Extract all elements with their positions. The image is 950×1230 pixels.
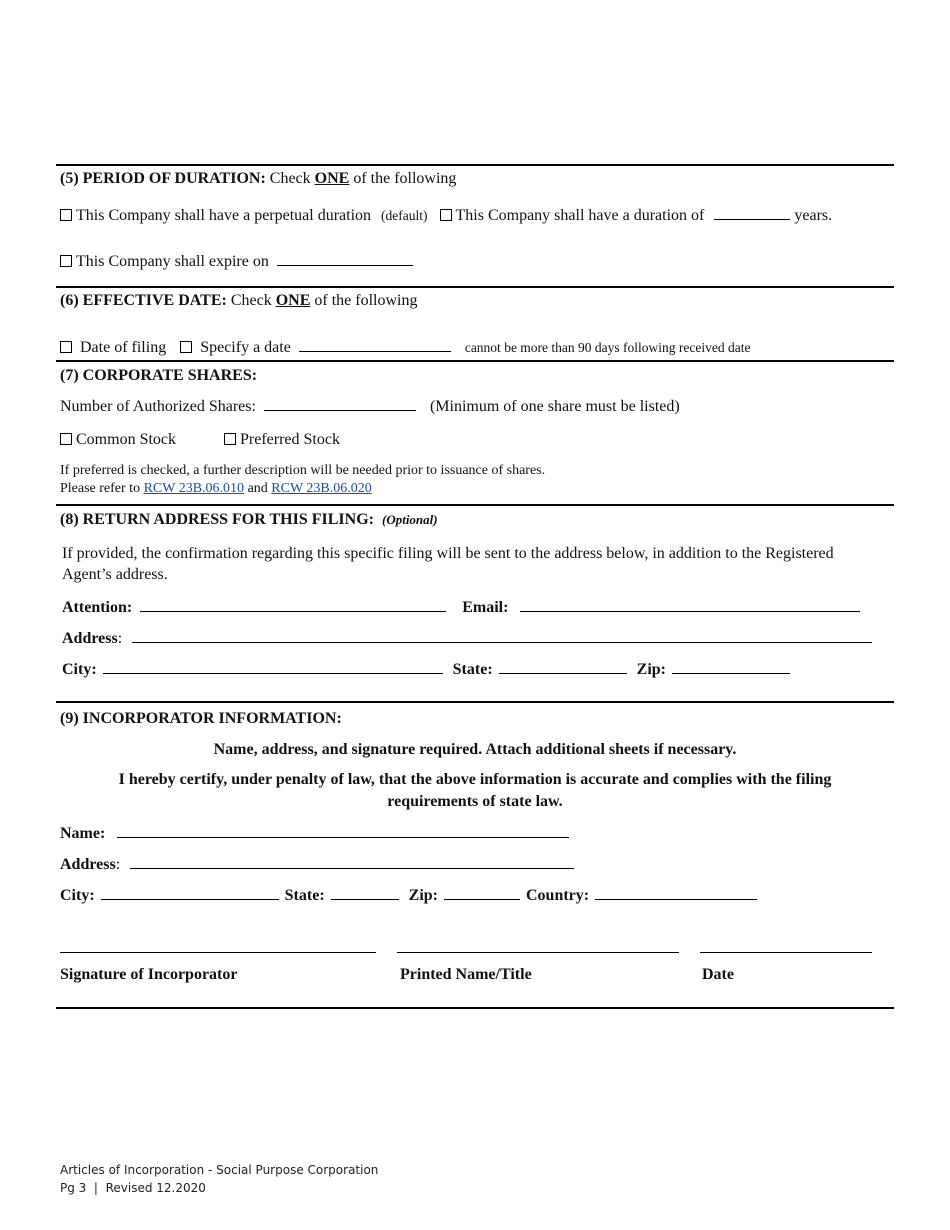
and-text: and xyxy=(247,481,268,496)
footer-page-info: Pg 3 | Revised 12.2020 xyxy=(60,1181,206,1195)
certify-text-2: requirements of state law. xyxy=(387,793,563,810)
signature-line[interactable] xyxy=(60,952,376,953)
section-6-top-rule xyxy=(56,286,894,288)
common-stock-checkbox[interactable] xyxy=(60,433,72,445)
incorporator-state-label: State: xyxy=(284,887,325,904)
section-5-top-rule xyxy=(56,164,894,166)
of-following-text: of the following xyxy=(314,292,418,309)
return-address-field[interactable] xyxy=(132,628,872,643)
incorporator-country-label: Country: xyxy=(525,887,590,904)
duration-years-field[interactable] xyxy=(714,205,790,220)
perpetual-checkbox[interactable] xyxy=(60,209,72,221)
incorporator-name-field[interactable] xyxy=(117,823,569,838)
preferred-info-line xyxy=(60,463,545,479)
city-label: City: xyxy=(62,661,97,678)
address-label: Address xyxy=(62,630,118,647)
incorporator-country-field[interactable] xyxy=(595,885,757,900)
section-9-bottom-rule xyxy=(56,1007,894,1009)
specify-date-field[interactable] xyxy=(299,337,451,352)
rcw-23b-06-010-link[interactable]: RCW 23B.06.010 xyxy=(143,481,245,496)
attention-label: Attention: xyxy=(62,599,133,616)
state-label: State: xyxy=(452,661,493,678)
city-field[interactable] xyxy=(103,659,443,674)
incorporator-note-text: Name, address, and signature required. Attach additional sheets if necessary. xyxy=(213,741,737,758)
effective-date-note: cannot be more than 90 days following received date xyxy=(464,340,751,355)
incorporator-state-field[interactable] xyxy=(331,885,399,900)
specify-date-label: Specify a date xyxy=(200,339,291,356)
rcw-reference-line xyxy=(60,481,372,497)
section-9-heading-text: (9) INCORPORATOR INFORMATION: xyxy=(60,710,342,727)
stock-type-row xyxy=(60,431,340,449)
preferred-info-text: If preferred is checked, a further description will be needed prior to issuance of shares. xyxy=(60,463,546,478)
certify-line2 xyxy=(0,793,950,811)
printed-name-label-text: Printed Name/Title xyxy=(400,966,532,983)
signature-label-text: Signature of Incorporator xyxy=(60,966,238,983)
expire-checkbox[interactable] xyxy=(60,255,72,267)
section-7-heading xyxy=(60,367,257,385)
return-desc-text-1: If provided, the confirmation regarding this specific filing will be sent to the address below, in addition to the Registered xyxy=(62,545,834,562)
return-address-row: Address: xyxy=(62,628,872,648)
section-6-heading: (6) EFFECTIVE DATE: xyxy=(60,292,227,309)
incorporator-zip-field[interactable] xyxy=(444,885,520,900)
incorporator-name-row xyxy=(60,823,569,843)
expire-label: This Company shall expire on xyxy=(76,253,269,270)
default-note: (default) xyxy=(381,208,428,223)
section-5-heading-line xyxy=(60,170,456,188)
section-8-heading-line xyxy=(60,511,438,529)
specify-date-checkbox[interactable] xyxy=(180,341,192,353)
printed-name-label xyxy=(400,966,532,984)
date-line[interactable] xyxy=(700,952,872,953)
expire-date-field[interactable] xyxy=(277,251,413,266)
return-desc-line2 xyxy=(62,566,168,584)
certify-line1 xyxy=(0,771,950,789)
state-field[interactable] xyxy=(499,659,627,674)
return-desc-line1 xyxy=(62,545,834,563)
preferred-stock-checkbox[interactable] xyxy=(224,433,236,445)
perpetual-label: This Company shall have a perpetual duration xyxy=(76,207,372,224)
incorporator-note xyxy=(0,741,950,759)
duration-checkbox[interactable] xyxy=(440,209,452,221)
printed-name-line[interactable] xyxy=(397,952,679,953)
years-label: years. xyxy=(794,207,833,224)
authorized-shares-field[interactable] xyxy=(264,396,416,411)
incorporator-name-label: Name: xyxy=(60,825,106,842)
footer-title: Articles of Incorporation - Social Purpose Corporation xyxy=(60,1163,379,1177)
incorporator-address-label: Address xyxy=(60,856,116,873)
attention-email-row xyxy=(62,597,860,617)
incorporator-city-field[interactable] xyxy=(101,885,279,900)
duration-options-row xyxy=(60,205,832,225)
incorporator-city-row xyxy=(60,885,757,905)
section-6-heading-line xyxy=(60,292,417,310)
check-text: Check xyxy=(269,170,311,187)
authorized-shares-row xyxy=(60,396,680,416)
preferred-stock-label: Preferred Stock xyxy=(240,431,340,448)
rcw-23b-06-020-link[interactable]: RCW 23B.06.020 xyxy=(271,481,372,496)
section-7-heading-text: (7) CORPORATE SHARES: xyxy=(60,367,258,384)
certify-text-1: I hereby certify, under penalty of law, that the above information is accurate and complies with the filing xyxy=(118,771,832,788)
attention-field[interactable] xyxy=(140,597,446,612)
date-of-filing-checkbox[interactable] xyxy=(60,341,72,353)
section-9-heading xyxy=(60,710,342,728)
email-field[interactable] xyxy=(520,597,860,612)
authorized-shares-label: Number of Authorized Shares: xyxy=(60,398,256,415)
incorporator-address-row: Address: xyxy=(60,854,574,874)
date-label-text: Date xyxy=(702,966,734,983)
refer-prefix: Please refer to xyxy=(60,481,141,496)
duration-label: This Company shall have a duration of xyxy=(455,207,705,224)
authorized-shares-note: (Minimum of one share must be listed) xyxy=(429,398,680,415)
check-text: Check xyxy=(230,292,272,309)
incorporator-city-label: City: xyxy=(60,887,95,904)
section-8-top-rule xyxy=(56,504,894,506)
optional-note: (Optional) xyxy=(381,512,438,527)
expire-option-row xyxy=(60,251,413,271)
zip-label: Zip: xyxy=(636,661,666,678)
return-desc-text-2: Agent’s address. xyxy=(62,566,168,583)
of-following-text: of the following xyxy=(353,170,457,187)
email-label: Email: xyxy=(462,599,509,616)
incorporator-zip-label: Zip: xyxy=(408,887,438,904)
date-of-filing-label: Date of filing xyxy=(80,339,167,356)
city-state-zip-row xyxy=(62,659,790,679)
one-emphasis: ONE xyxy=(275,292,311,309)
incorporator-address-field[interactable] xyxy=(130,854,574,869)
common-stock-label: Common Stock xyxy=(76,431,177,448)
section-7-top-rule xyxy=(56,360,894,362)
section-8-heading: (8) RETURN ADDRESS FOR THIS FILING: xyxy=(60,511,374,528)
section-9-top-rule xyxy=(56,701,894,703)
signature-label xyxy=(60,966,237,984)
effective-date-row xyxy=(60,337,750,357)
date-label xyxy=(702,966,734,984)
one-emphasis: ONE xyxy=(314,170,350,187)
section-5-heading: (5) PERIOD OF DURATION: xyxy=(60,170,266,187)
zip-field[interactable] xyxy=(672,659,790,674)
